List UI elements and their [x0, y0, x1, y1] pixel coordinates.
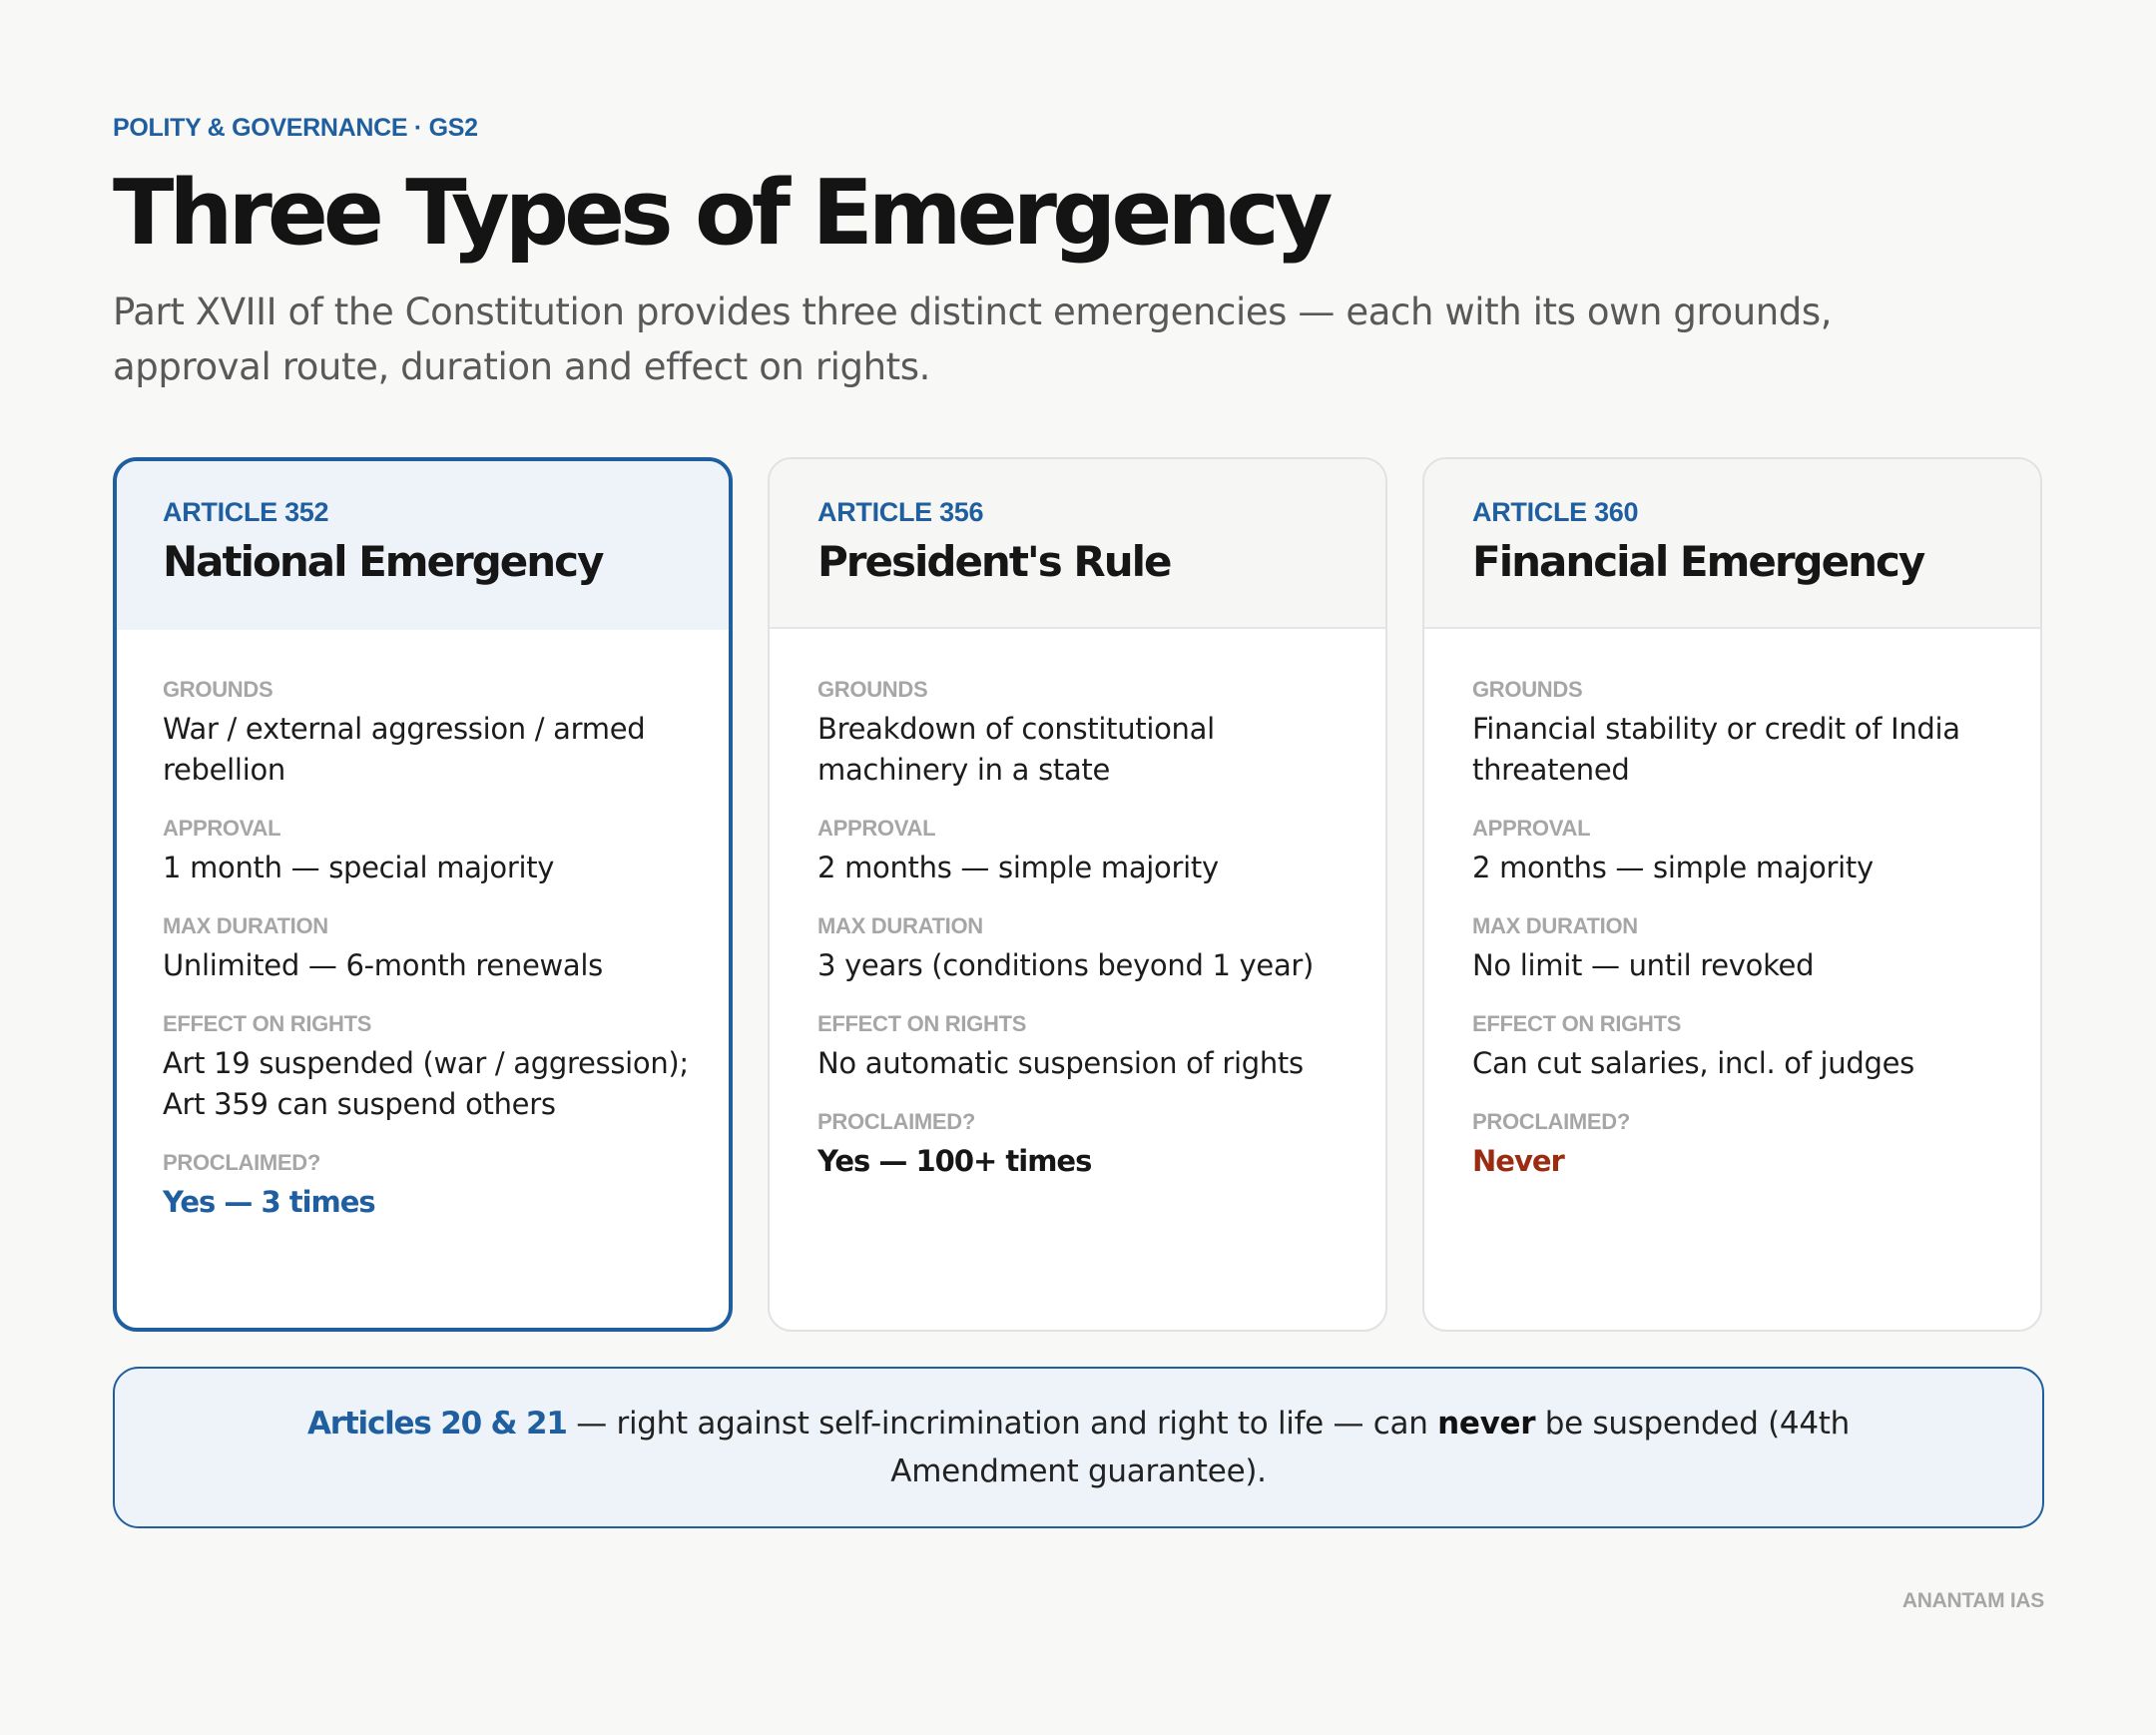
- field-value: Art 19 suspended (war / aggression); Art 359 can suspend others: [163, 1046, 689, 1121]
- field-grounds: [817, 677, 1347, 791]
- field-label: GROUNDS: [163, 677, 273, 702]
- field-proclaimed: [1472, 1109, 2001, 1181]
- card-body: [163, 677, 692, 1247]
- field-label: MAX DURATION: [163, 913, 328, 938]
- field-label: PROCLAIMED?: [163, 1150, 321, 1175]
- field-label: GROUNDS: [817, 677, 928, 702]
- field-approval: [1472, 816, 2001, 888]
- card-national-emergency: [113, 457, 733, 1332]
- card-body: [1472, 677, 2001, 1206]
- field-label: APPROVAL: [163, 816, 281, 841]
- card-title: Financial Emergency: [1472, 537, 1924, 586]
- note-emphasis: never: [1437, 1406, 1536, 1442]
- field-label: MAX DURATION: [1472, 913, 1638, 938]
- note-text-after: be suspended (44th Amendment guarantee).: [890, 1406, 1850, 1489]
- page-subtitle: Part XVIII of the Constitution provides three distinct emergencies — each with its own grounds, approval route, duration and effect on rights.: [113, 290, 1833, 388]
- card-article: ARTICLE 360: [1472, 497, 1639, 527]
- category-eyebrow: POLITY & GOVERNANCE · GS2: [113, 114, 478, 142]
- field-value: Breakdown of constitutional machinery in a state: [817, 712, 1215, 787]
- proclaimed-value: Yes — 100+ times: [817, 1144, 1092, 1178]
- card-title: National Emergency: [163, 537, 603, 586]
- field-label: APPROVAL: [817, 816, 936, 841]
- field-effect: [163, 1011, 692, 1125]
- card-financial-emergency: [1422, 457, 2042, 1332]
- field-value: 1 month — special majority: [163, 851, 555, 884]
- rights-guarantee-note: [113, 1367, 2044, 1528]
- field-effect: [1472, 1011, 2001, 1084]
- field-label: PROCLAIMED?: [817, 1109, 976, 1134]
- field-value: 2 months — simple majority: [1472, 851, 1874, 884]
- field-value: Can cut salaries, incl. of judges: [1472, 1046, 1914, 1080]
- field-label: EFFECT ON RIGHTS: [817, 1011, 1027, 1036]
- proclaimed-value: Yes — 3 times: [163, 1185, 375, 1219]
- field-label: EFFECT ON RIGHTS: [1472, 1011, 1682, 1036]
- field-approval: [163, 816, 692, 888]
- field-max-duration: [1472, 913, 2001, 986]
- field-approval: [817, 816, 1347, 888]
- field-proclaimed: [817, 1109, 1347, 1181]
- card-article: ARTICLE 352: [163, 497, 329, 527]
- card-header: [770, 459, 1385, 629]
- card-title: President's Rule: [817, 537, 1171, 586]
- field-value: No automatic suspension of rights: [817, 1046, 1304, 1080]
- field-label: APPROVAL: [1472, 816, 1591, 841]
- proclaimed-value: Never: [1472, 1144, 1564, 1178]
- field-value: War / external aggression / armed rebellion: [163, 712, 646, 787]
- field-label: EFFECT ON RIGHTS: [163, 1011, 372, 1036]
- field-grounds: [1472, 677, 2001, 791]
- card-header: [117, 461, 729, 630]
- note-text-before: — right against self-incrimination and right to life — can: [566, 1406, 1438, 1442]
- note-lead: Articles 20 & 21: [307, 1406, 567, 1442]
- page-title: Three Types of Emergency: [113, 161, 1329, 266]
- field-proclaimed: [163, 1150, 692, 1222]
- field-value: Financial stability or credit of India threatened: [1472, 712, 1960, 787]
- field-effect: [817, 1011, 1347, 1084]
- field-value: Unlimited — 6-month renewals: [163, 948, 603, 982]
- note-text: [241, 1400, 1917, 1495]
- field-value: No limit — until revoked: [1472, 948, 1815, 982]
- field-label: PROCLAIMED?: [1472, 1109, 1631, 1134]
- field-max-duration: [817, 913, 1347, 986]
- card-body: [817, 677, 1347, 1206]
- field-value: 2 months — simple majority: [817, 851, 1219, 884]
- field-label: GROUNDS: [1472, 677, 1583, 702]
- field-max-duration: [163, 913, 692, 986]
- field-value: 3 years (conditions beyond 1 year): [817, 948, 1315, 982]
- emergency-cards: [113, 457, 2044, 1334]
- field-grounds: [163, 677, 692, 791]
- field-label: MAX DURATION: [817, 913, 983, 938]
- card-presidents-rule: [768, 457, 1387, 1332]
- card-article: ARTICLE 356: [817, 497, 984, 527]
- card-header: [1424, 459, 2040, 629]
- brand-footer: ANANTAM IAS: [1901, 1589, 2044, 1612]
